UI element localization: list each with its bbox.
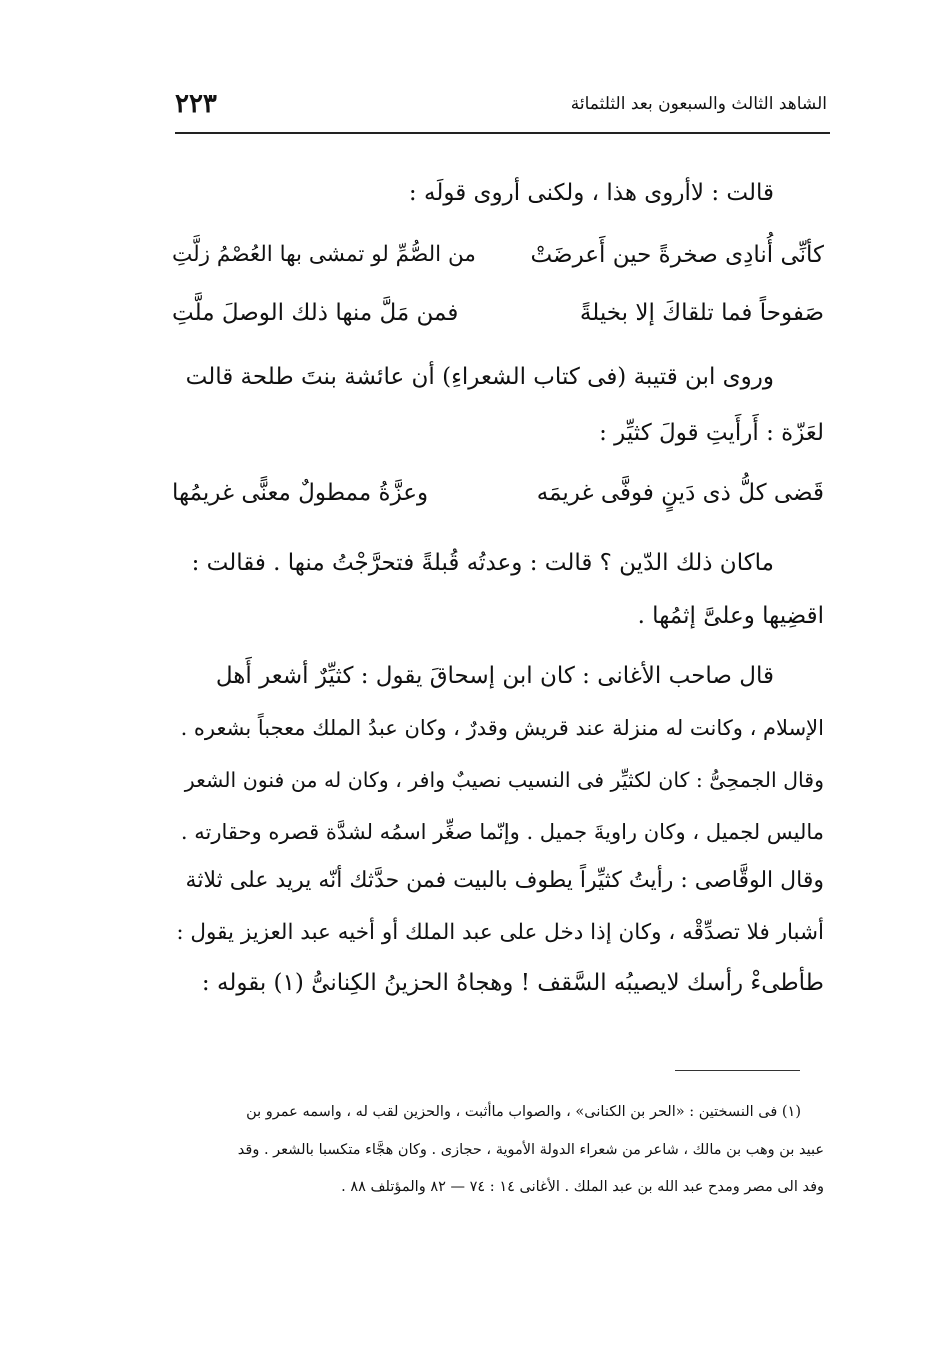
running-head <box>175 84 827 124</box>
page-number: ٢٢٣ <box>175 89 217 119</box>
verse-first-hemistich: صَفوحاً فما تلقاكَ إلا بخيلةً <box>579 300 824 326</box>
verse-first-hemistich: كأنِّى أُنادِى صخرةً حين أَعرضَتْ <box>530 242 824 268</box>
paragraph-line: أشبار فلا تصدِّقْه ، وكان إذا دخل على عبد الملك أو أخيه عبد العزيز يقول : <box>176 920 824 945</box>
paragraph-line: ماليس لجميل ، وكان راويةَ جميل . وإنّما صغِّر اسمُه لشدَّة قصره وحقارته . <box>180 820 824 844</box>
verse-second-hemistich: من الصُّمِّ لو تمشى بها العُصْمُ زلَّتِ <box>172 242 476 267</box>
paragraph-line: قال صاحب الأغانى : كان ابن إسحاقَ يقول : كثيِّرٌ أشعر أَهل <box>215 663 774 689</box>
header-rule <box>175 132 830 134</box>
paragraph-line: لعَزّة : أَرأَيتِ قولَ كثيِّر : <box>599 420 824 446</box>
footnote-line: وفد الى مصر ومدح عبد الله بن عبد الملك . الأغانى ١٤ : ٧٤ — ٨٢ والمؤتلف ٨٨ . <box>341 1179 824 1195</box>
paragraph-line: وروى ابن قتيبة (فى كتاب الشعراءِ) أن عائشة بنتَ طلحة قالت <box>185 364 774 390</box>
paragraph-line: وقال الجمحِىُّ : كان لكثيِّر فى النسيب نصيبٌ وافر ، وكان له من فنون الشعر <box>184 768 824 792</box>
verse-line <box>172 482 824 505</box>
paragraph-line: ماكان ذلك الدّين ؟ قالت : وعدتُه قُبلةً فتحرَّجْتُ منها . فقالت : <box>191 550 774 576</box>
paragraph-line: اقضِيها وعلىَّ إثمُها . <box>637 603 824 629</box>
paragraph-line: وقال الوقَّاصى : رأيتُ كثيِّراً يطوف بالبيت فمن حدَّثك أنّه يريد على ثلاثة <box>185 868 824 893</box>
verse-line <box>172 244 824 267</box>
footnote-line: (١) فى النسختين : «الحر بن الكنانى» ، والصواب ماأثبت ، والحزين لقب له ، واسمه عمرو بن <box>246 1104 801 1120</box>
paragraph-line: الإسلام ، وكانت له منزلة عند قريش وقدرٌ ، وكان عبدُ الملك معجباً بشعره . <box>180 716 824 740</box>
verse-first-hemistich: قَضى كلُّ ذى دَينٍ فوفَّى غريمَه <box>536 480 824 506</box>
running-title: الشاهد الثالث والسبعون بعد الثلثمائة <box>570 94 827 114</box>
paragraph-line: طأطىءْ رأسك لايصيبُه السَّقف ! وهجاهُ الحزينُ الكِنانىُّ (١) بقوله : <box>201 970 824 996</box>
footnote-line: عبيد بن وهب بن مالك ، شاعر من شعراء الدولة الأموية ، حجازى . وكان هجَّاء متكسبا بالشعر . وقد <box>237 1142 824 1158</box>
intro-line: قالت : لاأروى هذا ، ولكنى أروى قولَه : <box>408 180 774 206</box>
verse-line <box>172 302 824 325</box>
verse-second-hemistich: وعزَّةُ ممطولٌ معنًّى غريمُها <box>172 480 429 506</box>
verse-second-hemistich: فمن مَلَّ منها ذلك الوصلَ ملَّتِ <box>172 300 459 326</box>
footnote-rule <box>675 1070 800 1071</box>
